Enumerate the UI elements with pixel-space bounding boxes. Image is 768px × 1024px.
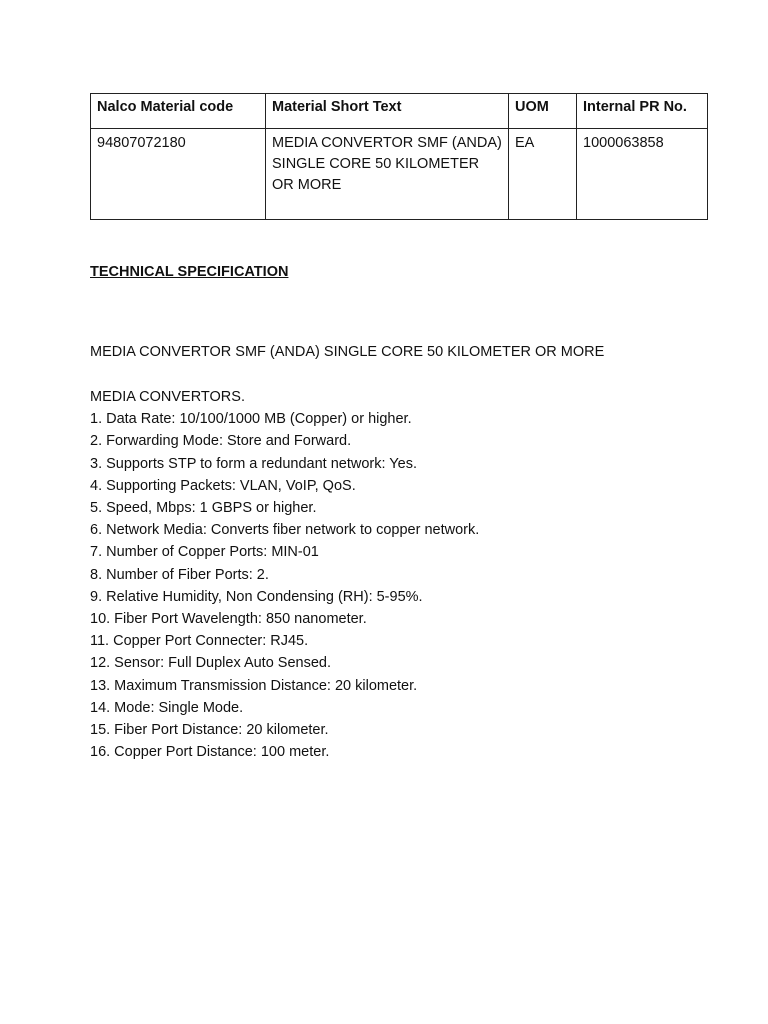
list-item: 16. Copper Port Distance: 100 meter. (90, 744, 330, 761)
header-uom: UOM (509, 94, 577, 129)
list-item: 2. Forwarding Mode: Store and Forward. (90, 433, 352, 450)
table-header-row (91, 94, 708, 129)
list-item: 6. Network Media: Converts fiber network to copper network. (90, 522, 480, 539)
table-row (91, 129, 708, 220)
section-heading: TECHNICAL SPECIFICATION (90, 264, 289, 280)
list-item: 9. Relative Humidity, Non Condensing (RH): 5-95%. (90, 588, 423, 605)
material-table (90, 93, 708, 220)
cell-material-code: 94807072180 (91, 129, 266, 220)
spec-subtitle: MEDIA CONVERTORS. (90, 389, 245, 405)
list-item: 4. Supporting Packets: VLAN, VoIP, QoS. (90, 477, 356, 494)
spec-list (90, 408, 479, 763)
list-item: 11. Copper Port Connecter: RJ45. (90, 633, 309, 650)
header-material-code: Nalco Material code (91, 94, 266, 129)
cell-material-short-text: MEDIA CONVERTOR SMF (ANDA) SINGLE CORE 50 KILOMETER OR MORE (266, 129, 509, 220)
list-item: 7. Number of Copper Ports: MIN-01 (90, 544, 319, 561)
list-item: 8. Number of Fiber Ports: 2. (90, 566, 269, 583)
cell-internal-pr-no: 1000063858 (577, 129, 708, 220)
list-item: 12. Sensor: Full Duplex Auto Sensed. (90, 655, 332, 672)
list-item: 10. Fiber Port Wavelength: 850 nanometer. (90, 611, 367, 628)
header-material-short-text: Material Short Text (266, 94, 509, 129)
list-item: 5. Speed, Mbps: 1 GBPS or higher. (90, 500, 317, 517)
list-item: 13. Maximum Transmission Distance: 20 kilometer. (90, 677, 418, 694)
cell-uom: EA (509, 129, 577, 220)
header-internal-pr-no: Internal PR No. (577, 94, 708, 129)
list-item: 3. Supports STP to form a redundant network: Yes. (90, 455, 417, 472)
spec-block (90, 386, 479, 763)
list-item: 1. Data Rate: 10/100/1000 MB (Copper) or higher. (90, 411, 412, 428)
list-item: 15. Fiber Port Distance: 20 kilometer. (90, 722, 329, 739)
list-item: 14. Mode: Single Mode. (90, 699, 244, 716)
spec-title: MEDIA CONVERTOR SMF (ANDA) SINGLE CORE 50 KILOMETER OR MORE (90, 344, 605, 360)
